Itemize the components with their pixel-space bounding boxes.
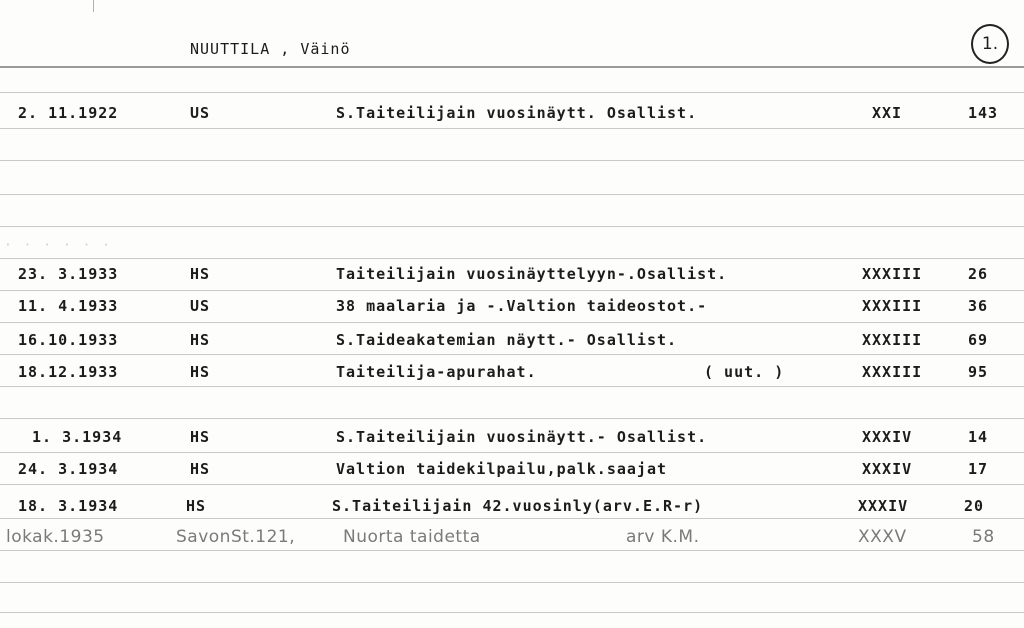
rule-line	[0, 518, 1024, 519]
entry-page: 20	[964, 497, 985, 515]
card-number: 1.	[981, 34, 999, 54]
entry-row	[0, 428, 1024, 446]
rule-line	[0, 354, 1024, 355]
entry-source: HS	[190, 363, 211, 381]
rule-line	[0, 226, 1024, 227]
entry-row	[0, 104, 1024, 122]
entry-row	[0, 460, 1024, 478]
entry-page: 95	[968, 363, 989, 381]
entry-source: HS	[190, 460, 211, 478]
rule-line	[0, 452, 1024, 453]
entry-title: Nuorta taidetta	[343, 527, 481, 547]
rule-line	[0, 582, 1024, 583]
entry-source: HS	[190, 265, 211, 283]
rule-line	[0, 550, 1024, 551]
ruler-mark	[93, 0, 94, 12]
entry-date: 24. 3.1934	[18, 460, 119, 478]
entry-volume: XXXIII	[862, 331, 923, 349]
entry-title: S.Taiteilijain vuosinäytt.- Osallist.	[336, 428, 708, 446]
entry-title: Valtion taidekilpailu,palk.saajat	[336, 460, 668, 478]
rule-line	[0, 160, 1024, 161]
rule-line	[0, 612, 1024, 613]
rule-line	[0, 290, 1024, 291]
entry-date: 23. 3.1933	[18, 265, 119, 283]
rule-line	[0, 418, 1024, 419]
entry-note: arv K.M.	[626, 527, 700, 547]
entry-title: Taiteilija-apurahat.	[336, 363, 537, 381]
entry-source: US	[190, 104, 211, 122]
entry-volume: XXXIV	[858, 497, 909, 515]
entry-title: S.Taiteilijain 42.vuosinly(arv.E.R-r)	[332, 497, 704, 515]
entry-source: US	[190, 297, 211, 315]
entry-date: 18.12.1933	[18, 363, 119, 381]
rule-line	[0, 128, 1024, 129]
entry-page: 26	[968, 265, 989, 283]
rule-line	[0, 66, 1024, 68]
entry-row	[0, 297, 1024, 315]
rule-line	[0, 92, 1024, 93]
entry-date: 11. 4.1933	[18, 297, 119, 315]
entry-row	[0, 265, 1024, 283]
entry-volume: XXXIII	[862, 363, 923, 381]
entry-volume: XXXIII	[862, 297, 923, 315]
entry-date: lokak.1935	[6, 527, 105, 547]
entry-page: 14	[968, 428, 989, 446]
person-name: NUUTTILA , Väinö	[190, 40, 351, 58]
rule-line	[0, 484, 1024, 485]
entry-date: 1. 3.1934	[32, 428, 123, 446]
faded-text: · · · · · ·	[4, 238, 113, 253]
entry-title: S.Taiteilijain vuosinäytt. Osallist.	[336, 104, 698, 122]
entry-note: ( uut. )	[704, 363, 785, 381]
rule-line	[0, 258, 1024, 259]
entry-row	[0, 363, 1024, 381]
entry-date: 2. 11.1922	[18, 104, 119, 122]
entry-page: 69	[968, 331, 989, 349]
entry-date: 16.10.1933	[18, 331, 119, 349]
entry-row	[0, 331, 1024, 349]
rule-line	[0, 322, 1024, 323]
entry-volume: XXXIV	[862, 460, 913, 478]
entry-source: HS	[186, 497, 207, 515]
entry-page: 36	[968, 297, 989, 315]
entry-title: Taiteilijain vuosinäyttelyyn-.Osallist.	[336, 265, 728, 283]
entry-date: 18. 3.1934	[18, 497, 119, 515]
entry-row	[0, 497, 1024, 515]
entry-title: S.Taideakatemian näytt.- Osallist.	[336, 331, 678, 349]
entry-title: 38 maalaria ja -.Valtion taideostot.-	[336, 297, 708, 315]
rule-line	[0, 386, 1024, 387]
card-number-circle	[971, 24, 1009, 64]
entry-page: 143	[968, 104, 999, 122]
entry-page: 17	[968, 460, 989, 478]
entry-volume: XXXIII	[862, 265, 923, 283]
entry-row-handwritten	[0, 527, 1024, 549]
entry-source: HS	[190, 428, 211, 446]
entry-volume: XXXV	[858, 527, 907, 547]
entry-volume: XXXIV	[862, 428, 913, 446]
entry-volume: XXI	[872, 104, 903, 122]
rule-line	[0, 194, 1024, 195]
entry-source: HS	[190, 331, 211, 349]
entry-source: SavonSt.121,	[176, 527, 296, 547]
entry-page: 58	[972, 527, 995, 547]
